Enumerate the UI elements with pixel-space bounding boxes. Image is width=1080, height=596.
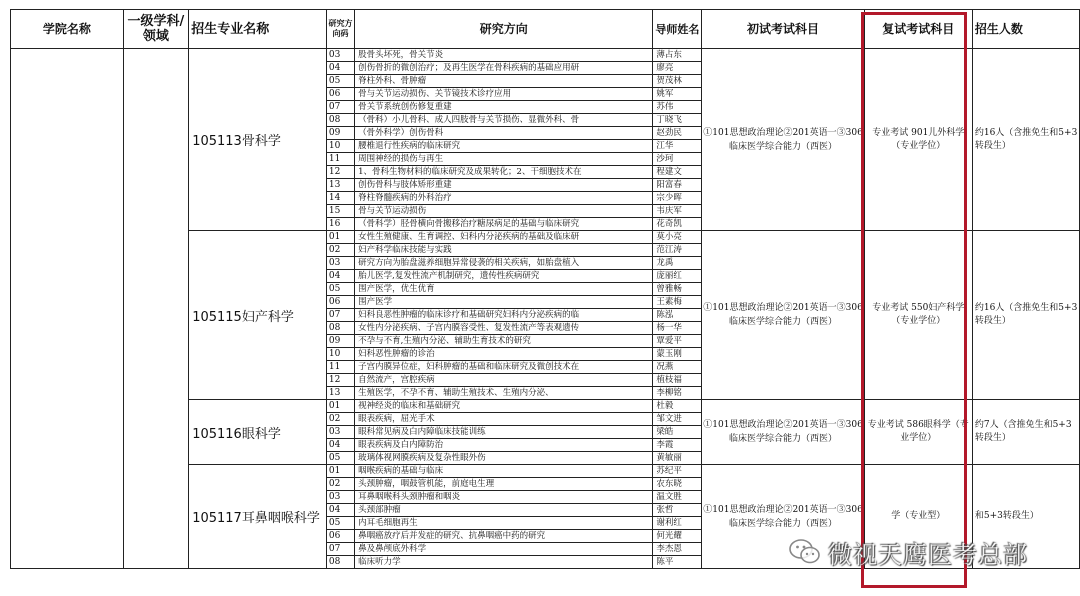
- tutor-name: 蒙玉刚: [653, 348, 702, 361]
- tutor-name: 陈泓: [653, 309, 702, 322]
- major-name: 105117耳鼻咽喉科学: [189, 465, 327, 569]
- retest-subjects: 专业考试 901儿外科学（专业学位）: [864, 49, 972, 231]
- direction-code: 11: [326, 153, 354, 166]
- direction-text: 1、骨科生物材料的临床研究及成果转化；2、干细胞技术在: [355, 166, 653, 179]
- direction-code: 05: [326, 452, 354, 465]
- header-direction-code: 研究方向码: [326, 10, 354, 49]
- direction-text: 女性内分泌疾病、子宫内膜容受性、复发性流产等表观遗传: [355, 322, 653, 335]
- retest-subjects: 学（专业型）: [864, 465, 972, 569]
- direction-code: 06: [326, 296, 354, 309]
- admissions-table: [10, 9, 1080, 569]
- direction-code: 01: [326, 400, 354, 413]
- header-major: 招生专业名称: [189, 10, 327, 49]
- college-cell: [11, 49, 124, 569]
- direction-code: 10: [326, 140, 354, 153]
- direction-code: 04: [326, 504, 354, 517]
- direction-text: 股骨头坏死，骨关节炎: [355, 49, 653, 62]
- direction-text: 妇科恶性肿瘤的诊治: [355, 348, 653, 361]
- tutor-name: 王素梅: [653, 296, 702, 309]
- tutor-name: 龙禹: [653, 257, 702, 270]
- tutor-name: 杜毅: [653, 400, 702, 413]
- header-exam: 初试考试科目: [702, 10, 864, 49]
- tutor-name: 韦庆军: [653, 205, 702, 218]
- direction-text: 妇产科学临床技能与实践: [355, 244, 653, 257]
- direction-text: （骨科学）胫骨横向骨搬移治疗糖尿病足的基础与临床研究: [355, 218, 653, 231]
- direction-text: 不孕与不育,生殖内分泌、辅助生育技术的研究: [355, 335, 653, 348]
- direction-code: 03: [326, 491, 354, 504]
- direction-code: 08: [326, 322, 354, 335]
- direction-text: 脊柱外科、骨肿瘤: [355, 75, 653, 88]
- direction-code: 02: [326, 413, 354, 426]
- tutor-name: 曾雅畅: [653, 283, 702, 296]
- tutor-name: 姚军: [653, 88, 702, 101]
- table-body: [11, 49, 1080, 569]
- direction-code: 15: [326, 205, 354, 218]
- direction-code: 12: [326, 166, 354, 179]
- direction-code: 14: [326, 192, 354, 205]
- exam-subjects: ①101思想政治理论②201英语一③306临床医学综合能力（西医）: [702, 400, 864, 465]
- direction-text: 鼻咽癌放疗后并发症的研究、抗鼻咽癌中药的研究: [355, 530, 653, 543]
- direction-text: 女性生殖健康、生育调控、妇科内分泌疾病的基础及临床研: [355, 231, 653, 244]
- retest-subjects: 专业考试 550妇产科学（专业学位）: [864, 231, 972, 400]
- tutor-name: 阳富春: [653, 179, 702, 192]
- direction-text: 头颈肿瘤，咽鼓管机能，前庭电生理: [355, 478, 653, 491]
- direction-code: 02: [326, 244, 354, 257]
- tutor-name: 丁晓飞: [653, 114, 702, 127]
- direction-code: 09: [326, 127, 354, 140]
- direction-code: 09: [326, 335, 354, 348]
- tutor-name: 何光耀: [653, 530, 702, 543]
- tutor-name: 覃爱平: [653, 335, 702, 348]
- direction-code: 13: [326, 387, 354, 400]
- direction-text: 内耳毛细胞再生: [355, 517, 653, 530]
- tutor-name: 农东晓: [653, 478, 702, 491]
- tutor-name: 沙珂: [653, 153, 702, 166]
- header-tutor: 导师姓名: [653, 10, 702, 49]
- discipline-cell: [123, 49, 189, 569]
- tutor-name: 薄占东: [653, 49, 702, 62]
- table-row: [11, 49, 1080, 62]
- retest-subjects: 专业考试 586眼科学（专业学位）: [864, 400, 972, 465]
- direction-code: 01: [326, 231, 354, 244]
- tutor-name: 陈平: [653, 556, 702, 569]
- header-college: 学院名称: [11, 10, 124, 49]
- direction-code: 04: [326, 439, 354, 452]
- direction-code: 01: [326, 465, 354, 478]
- major-name: 105116眼科学: [189, 400, 327, 465]
- direction-code: 05: [326, 517, 354, 530]
- direction-text: 骨与关节运动损伤: [355, 205, 653, 218]
- direction-code: 07: [326, 101, 354, 114]
- table-header-row: [11, 10, 1080, 49]
- exam-subjects: ①101思想政治理论②201英语一③306临床医学综合能力（西医）: [702, 231, 864, 400]
- tutor-name: 杨一华: [653, 322, 702, 335]
- direction-code: 10: [326, 348, 354, 361]
- tutor-name: 范江涛: [653, 244, 702, 257]
- header-discipline: 一级学科/领域: [123, 10, 189, 49]
- header-count: 招生人数: [972, 10, 1079, 49]
- watermark: [788, 534, 1028, 570]
- tutor-name: 廖亮: [653, 62, 702, 75]
- tutor-name: 贺茂林: [653, 75, 702, 88]
- direction-text: 临床听力学: [355, 556, 653, 569]
- tutor-name: 李柳铭: [653, 387, 702, 400]
- tutor-name: 江华: [653, 140, 702, 153]
- tutor-name: 梁皓: [653, 426, 702, 439]
- tutor-name: 赵劲民: [653, 127, 702, 140]
- direction-code: 06: [326, 88, 354, 101]
- direction-text: 妇科良恶性肿瘤的临床诊疗和基础研究妇科内分泌疾病的临: [355, 309, 653, 322]
- direction-text: 视神经炎的临床和基础研究: [355, 400, 653, 413]
- direction-code: 04: [326, 62, 354, 75]
- tutor-name: 花奇凯: [653, 218, 702, 231]
- direction-code: 03: [326, 426, 354, 439]
- direction-text: 骨关节系统创伤修复重建: [355, 101, 653, 114]
- enrollment-count: 约16人（含推免生和5+3转段生）: [972, 49, 1079, 231]
- enrollment-count: 约16人（含推免生和5+3转段生）: [972, 231, 1079, 400]
- enrollment-count: 约7人（含推免生和5+3转段生）: [972, 400, 1079, 465]
- direction-text: 子宫内膜异位症，妇科肿瘤的基础和临床研究及微创技术在: [355, 361, 653, 374]
- enrollment-count: 和5+3转段生）: [972, 465, 1079, 569]
- tutor-name: 李杰恩: [653, 543, 702, 556]
- tutor-name: 黄敏丽: [653, 452, 702, 465]
- exam-subjects: ①101思想政治理论②201英语一③306临床医学综合能力（西医）: [702, 49, 864, 231]
- direction-code: 07: [326, 309, 354, 322]
- direction-text: 咽喉疾病的基础与临床: [355, 465, 653, 478]
- tutor-name: 宗少晖: [653, 192, 702, 205]
- direction-text: （骨科）小儿骨科、成人四肢骨与关节损伤、显微外科、骨: [355, 114, 653, 127]
- direction-code: 06: [326, 530, 354, 543]
- direction-text: 创伤骨科与肢体矫形重建: [355, 179, 653, 192]
- tutor-name: 苏伟: [653, 101, 702, 114]
- header-direction: 研究方向: [355, 10, 653, 49]
- direction-text: 围产医学: [355, 296, 653, 309]
- direction-code: 08: [326, 556, 354, 569]
- tutor-name: 植枝福: [653, 374, 702, 387]
- direction-code: 05: [326, 75, 354, 88]
- tutor-name: 庞丽红: [653, 270, 702, 283]
- direction-code: 02: [326, 478, 354, 491]
- major-name: 105115妇产科学: [189, 231, 327, 400]
- direction-text: 胎儿医学,复发性流产机制研究，遗传性疾病研究: [355, 270, 653, 283]
- direction-text: 腰椎退行性疾病的临床研究: [355, 140, 653, 153]
- direction-code: 16: [326, 218, 354, 231]
- direction-code: 03: [326, 49, 354, 62]
- direction-text: 玻璃体视网膜疾病及复杂性眼外伤: [355, 452, 653, 465]
- direction-code: 08: [326, 114, 354, 127]
- direction-text: 研究方向为胎盘滋养细胞异常侵袭的相关疾病，如胎盘植入: [355, 257, 653, 270]
- watermark-text: 微视天鹰医考总部: [828, 540, 1028, 569]
- header-retest: 复试考试科目: [864, 10, 972, 49]
- tutor-name: 苏纪平: [653, 465, 702, 478]
- tutor-name: 李霞: [653, 439, 702, 452]
- direction-text: 周围神经的损伤与再生: [355, 153, 653, 166]
- tutor-name: 邹文进: [653, 413, 702, 426]
- direction-code: 05: [326, 283, 354, 296]
- direction-text: 眼科常见病及白内障临床技能训练: [355, 426, 653, 439]
- direction-text: 头颈部肿瘤: [355, 504, 653, 517]
- tutor-name: 莫小亮: [653, 231, 702, 244]
- direction-text: 鼻及鼻颅底外科学: [355, 543, 653, 556]
- direction-code: 13: [326, 179, 354, 192]
- direction-text: 自然流产，宫腔疾病: [355, 374, 653, 387]
- direction-text: 骨与关节运动损伤、关节镜技术诊疗应用: [355, 88, 653, 101]
- direction-code: 12: [326, 374, 354, 387]
- direction-code: 04: [326, 270, 354, 283]
- direction-text: 创伤骨折的微创治疗；及再生医学在骨科疾病的基础应用研: [355, 62, 653, 75]
- direction-text: 眼表疾病，屈光手术: [355, 413, 653, 426]
- exam-subjects: ①101思想政治理论②201英语一③306临床医学综合能力（西医）: [702, 465, 864, 569]
- direction-text: （骨外科学）创伤骨科: [355, 127, 653, 140]
- direction-text: 生殖医学，不孕不育、辅助生殖技术、生殖内分泌、: [355, 387, 653, 400]
- direction-code: 03: [326, 257, 354, 270]
- tutor-name: 谢利红: [653, 517, 702, 530]
- direction-text: 脊柱脊髓疾病的外科治疗: [355, 192, 653, 205]
- tutor-name: 程建文: [653, 166, 702, 179]
- direction-text: 围产医学，优生优育: [355, 283, 653, 296]
- tutor-name: 况燕: [653, 361, 702, 374]
- tutor-name: 温文胜: [653, 491, 702, 504]
- direction-text: 耳鼻咽喉科头颈肿瘤和咽炎: [355, 491, 653, 504]
- direction-code: 07: [326, 543, 354, 556]
- tutor-name: 张哲: [653, 504, 702, 517]
- major-name: 105113骨科学: [189, 49, 327, 231]
- wechat-icon: [788, 537, 822, 567]
- direction-code: 11: [326, 361, 354, 374]
- direction-text: 眼表疾病及白内障防治: [355, 439, 653, 452]
